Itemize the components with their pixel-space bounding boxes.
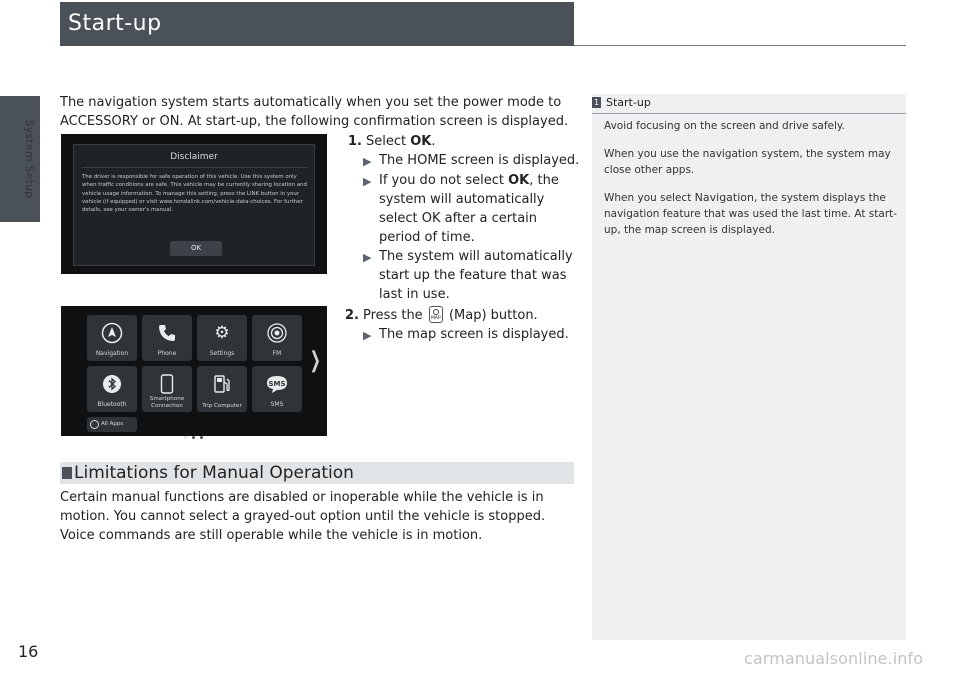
phone-icon [142, 319, 192, 347]
smartphone-icon [142, 370, 192, 398]
tile-label: Trip Computer [202, 403, 242, 409]
tile-bluetooth[interactable] [87, 366, 137, 412]
step-1 [345, 132, 580, 151]
page-title-bar [60, 2, 574, 46]
disclaimer-screenshot [61, 134, 327, 274]
title-divider [574, 45, 906, 46]
tile-settings[interactable] [197, 315, 247, 361]
tile-navigation[interactable] [87, 315, 137, 361]
page-dot [192, 436, 195, 439]
steps [345, 132, 580, 345]
tile-label: Phone [157, 350, 177, 357]
page-number: 16 [18, 642, 39, 661]
fuel-pump-icon [197, 370, 247, 398]
all-apps-label: All Apps [101, 421, 124, 427]
tile-label: FM [272, 350, 282, 357]
result-key-ok: OK [508, 173, 530, 188]
svg-text:SMS: SMS [268, 380, 286, 388]
page-title: Start-up [68, 11, 162, 36]
note-paragraph: Avoid focusing on the screen and drive safely. [604, 120, 845, 132]
result-text-pre: If you do not select [379, 173, 509, 188]
step-text-pre: Select [366, 134, 411, 149]
note-text-pre: When you select [604, 192, 695, 204]
map-button-pin [433, 309, 439, 315]
home-screen-screenshot [61, 306, 327, 436]
result-text: The HOME screen is displayed. [379, 153, 580, 168]
disclaimer-body: The driver is responsible for safe operation of this vehicle. Use this system only when traffic conditions are safe. This vehicle may be currently sharing location and vehicle usage information. To manage this setting, press the LINK button in your vehicle (if equipped) or visit www.hondalink.com/vehicle-data-choices. For further details, see your owner's manual. [82, 174, 307, 214]
result-text: The system will automatically start up the feature that was last in use. [379, 249, 573, 302]
tile-fm[interactable] [252, 315, 302, 361]
result-arrow-icon: ▶ [363, 155, 372, 168]
watermark: carmanualsonline.info [744, 649, 924, 668]
step-text-pre: Press the [363, 308, 423, 323]
step-text [366, 132, 436, 151]
navigation-arrow-icon [87, 319, 137, 347]
step-2-result-1 [363, 325, 580, 345]
intro-paragraph: The navigation system starts automatically when you set the power mode to ACCESSORY or ON. At start-up, the following confirmation screen is displayed. [60, 95, 569, 129]
tile-sms[interactable] [252, 366, 302, 412]
all-apps-icon [90, 420, 99, 429]
result-arrow-icon: ▶ [363, 329, 372, 342]
page-indicator [184, 424, 208, 443]
note-key-navigation: Navigation [694, 191, 754, 204]
chevron-right-icon[interactable]: ❯ [309, 348, 321, 373]
all-apps-button[interactable] [87, 417, 137, 432]
note-reference-number: 1 [593, 98, 600, 107]
tile-label: Smartphone Connection [149, 396, 185, 409]
tile-phone[interactable] [142, 315, 192, 361]
note-paragraph [604, 190, 900, 238]
sms-icon [252, 370, 302, 398]
result-text [379, 171, 580, 247]
side-note-body [604, 118, 900, 250]
page-dot [200, 436, 203, 439]
tile-label: Navigation [95, 350, 129, 357]
limitations-heading-bar [60, 462, 574, 484]
step-text-post: (Map) button. [448, 308, 538, 323]
gear-icon: ⚙ [214, 323, 230, 343]
disclaimer-ok-button[interactable]: OK [170, 241, 222, 256]
tile-label: SMS [270, 401, 284, 408]
result-text-post: , the system will automatically select OK after a certain period of time. [379, 173, 559, 245]
side-note [592, 94, 906, 640]
step-1-result-3 [363, 247, 580, 304]
bluetooth-icon [87, 370, 137, 398]
step-2 [345, 306, 580, 325]
heading-square-icon [62, 467, 72, 479]
tile-label: Settings [209, 350, 235, 357]
step-number: 1. [348, 134, 362, 149]
step-text-post: . [431, 134, 436, 149]
disclaimer-title: Disclaimer [170, 152, 218, 162]
step-key-ok: OK [410, 134, 432, 149]
side-note-header [592, 94, 906, 114]
step-1-result-1 [363, 151, 580, 171]
tile-label: Bluetooth [97, 401, 127, 408]
result-text: The map screen is displayed. [379, 327, 569, 342]
limitations-paragraph: Certain manual functions are disabled or inoperable while the vehicle is in motion. You cannot select a grayed-out option until the vehicle is stopped. Voice commands are still operable while the vehicle is in motion. [60, 490, 546, 543]
tile-trip-computer[interactable] [197, 366, 247, 412]
tile-smartphone-connection[interactable] [142, 366, 192, 412]
radio-icon [252, 319, 302, 347]
note-paragraph: When you use the navigation system, the system may close other apps. [604, 148, 891, 176]
step-1-result-2 [363, 171, 580, 247]
result-arrow-icon: ▶ [363, 251, 372, 264]
map-button-icon [429, 306, 443, 323]
map-button-label: MAP [430, 316, 441, 321]
page-dot [184, 436, 187, 439]
result-arrow-icon: ▶ [363, 175, 372, 188]
side-note-title: Start-up [606, 96, 651, 109]
note-text-post: , the system displays the navigation feature that was used the last time. At start-up, the map screen is displayed. [604, 192, 898, 236]
limitations-heading: Limitations for Manual Operation [74, 463, 354, 483]
disclaimer-divider [82, 167, 308, 168]
disclaimer-dialog [73, 144, 315, 266]
section-tab-label: System Setup [23, 119, 36, 199]
step-text [363, 306, 538, 325]
step-number: 2. [345, 308, 359, 323]
